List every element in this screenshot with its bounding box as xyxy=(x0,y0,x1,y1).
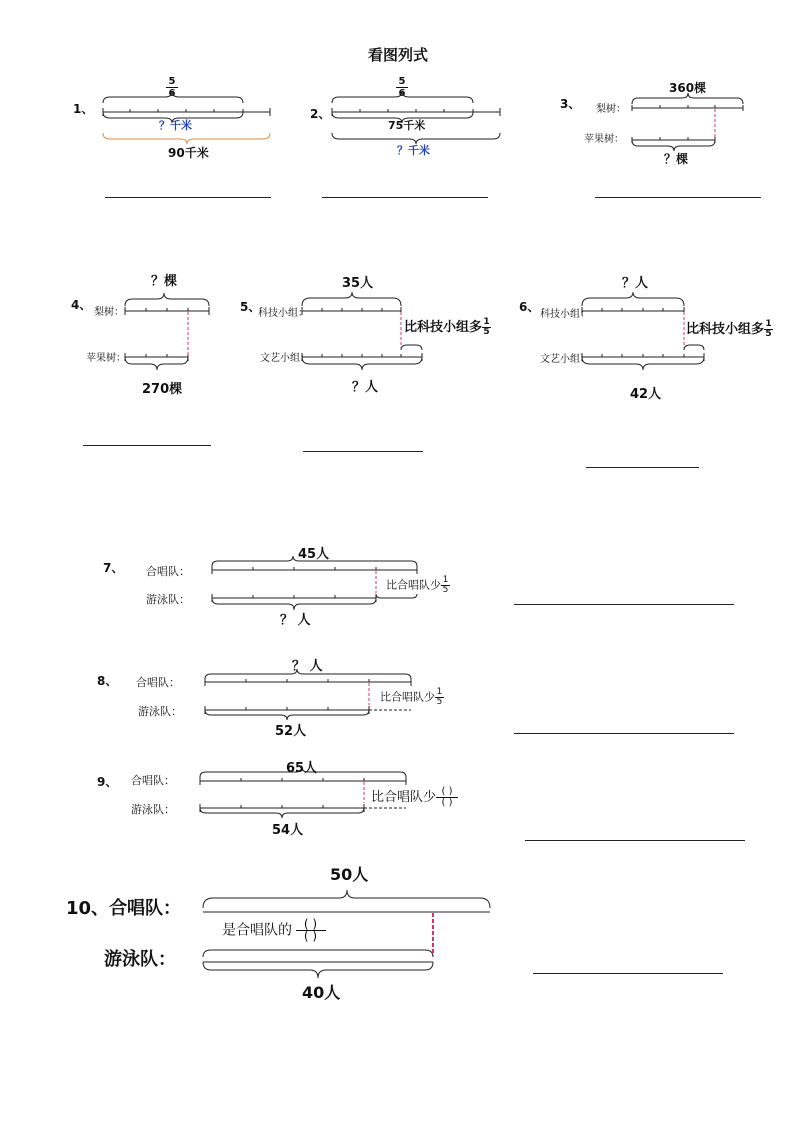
problem-3-top: 360棵 xyxy=(669,81,707,95)
problem-10-note: 是合唱队的 ( ) ( ) xyxy=(222,919,324,942)
problem-8-top-question: ？ 人 xyxy=(292,659,323,674)
answer-line-10[interactable] xyxy=(533,973,723,974)
problem-7-label-1: 合唱队： xyxy=(146,565,190,578)
problem-3-label-2: 苹果树： xyxy=(584,134,624,145)
problem-8-label-1: 合唱队： xyxy=(136,676,180,689)
problem-3-label-1: 梨树： xyxy=(596,104,626,115)
problem-1-top-question: ？千米 xyxy=(159,119,192,132)
answer-line-3[interactable] xyxy=(595,197,761,198)
problem-3-bottom-question: ？棵 xyxy=(664,152,689,166)
problem-9-label-2: 游泳队： xyxy=(131,803,175,816)
answer-line-2[interactable] xyxy=(322,197,488,198)
answer-line-8[interactable] xyxy=(514,733,734,734)
problem-1-number: 1、 xyxy=(73,102,94,116)
problem-8-label-2: 游泳队： xyxy=(138,705,182,718)
problem-4-bottom: 270棵 xyxy=(142,382,183,397)
problem-5-label-1: 科技小组： xyxy=(258,308,308,319)
answer-line-5[interactable] xyxy=(303,451,423,452)
answer-line-7[interactable] xyxy=(514,604,734,605)
answer-line-4[interactable] xyxy=(83,445,211,446)
problem-6-bottom: 42人 xyxy=(630,387,662,402)
problem-10-label-2: 游泳队： xyxy=(104,949,176,970)
answer-line-6[interactable] xyxy=(586,467,699,468)
problem-8-number: 8、 xyxy=(97,674,118,688)
problem-5-number: 5、 xyxy=(240,300,261,314)
problem-7-label-2: 游泳队： xyxy=(146,593,190,606)
problem-2-part: 75千米 xyxy=(388,119,426,132)
problem-9-label-1: 合唱队： xyxy=(131,774,175,787)
problem-10-bottom: 40人 xyxy=(302,983,341,1002)
problem-7-note: 比合唱队少$\frac{1}{5}$ xyxy=(386,575,449,595)
problem-7-bottom-question: ？ 人 xyxy=(280,613,311,628)
problem-2-fraction: 5 6 xyxy=(396,76,408,99)
problem-4-top-question: ？棵 xyxy=(151,274,178,289)
problem-4-label-1: 梨树： xyxy=(94,307,124,318)
problem-8-bottom: 52人 xyxy=(275,724,307,739)
problem-10-top: 50人 xyxy=(330,865,369,884)
problem-4-number: 4、 xyxy=(71,298,92,312)
problem-6-top-question: ？人 xyxy=(622,276,649,291)
problem-2-number: 2、 xyxy=(310,107,331,121)
problem-3-number: 3、 xyxy=(560,97,581,111)
problem-5-note: 比科技小组多$\frac{1}{5}$ xyxy=(404,317,490,337)
problem-8-note: 比合唱队少$\frac{1}{5}$ xyxy=(380,687,443,707)
problem-5-label-2: 文艺小组： xyxy=(260,353,310,364)
problem-5-top: 35人 xyxy=(342,276,374,291)
problem-6-note: 比科技小组多$\frac{1}{5}$ xyxy=(686,319,772,339)
problem-4-label-2: 苹果树： xyxy=(86,353,126,364)
problem-2-total-question: ？千米 xyxy=(397,144,430,157)
problem-6-label-1: 科技小组： xyxy=(540,309,590,320)
problem-6-label-2: 文艺小组： xyxy=(540,354,590,365)
problem-9-note: 比合唱队少 ( ) ( ) xyxy=(371,786,458,808)
problem-9-number: 9、 xyxy=(97,775,118,789)
answer-line-9[interactable] xyxy=(525,840,745,841)
problem-9-top: 65人 xyxy=(286,761,318,776)
problem-10-number-label: 10、合唱队： xyxy=(66,898,182,919)
problem-1-total: 90千米 xyxy=(168,146,209,160)
answer-line-1[interactable] xyxy=(105,197,271,198)
problem-5-bottom-question: ？人 xyxy=(352,380,379,395)
problem-1-fraction: 5 6 xyxy=(166,76,178,99)
page-title: 看图列式 xyxy=(368,46,429,64)
problem-7-number: 7、 xyxy=(103,561,124,575)
problem-7-top: 45人 xyxy=(298,547,330,562)
problem-6-number: 6、 xyxy=(519,300,540,314)
problem-9-bottom: 54人 xyxy=(272,823,304,838)
